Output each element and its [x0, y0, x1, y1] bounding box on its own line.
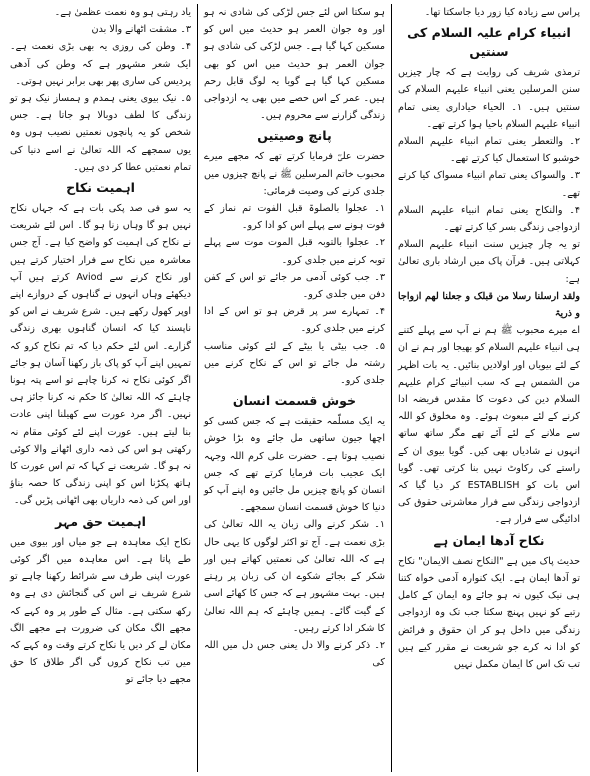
paragraph: ہو سکتا اس لئے جس لڑکی کی شادی نہ ہو اور وہ جوان العمر ہو حدیث میں اس کو مسکین کہا گیا ہے۔ جس لڑکی کی شادی ہو جوان العمر ہو حدیث میں اس کو بھی مسکین کہا گیا ہے گویا یہ لوگ قابل رحم ہیں۔ عمر کے اس حصے میں بھی یہ ازدواجی زندگی گزارنے سے محروم ہیں۔ [204, 7, 385, 122]
section-heading: پانچ وصیتیں [257, 128, 332, 144]
paragraph: ترمذی شریف کی روایت ہے کہ چار چیزیں سنن المرسلین یعنی انبیاء علیہم السلام کی سنتیں ہیں۔ ۱۔ الحیاء حیاداری یعنی تمام انبیاء علیہم السلام باحیا ہوا کرتے تھے۔ [398, 67, 580, 130]
list-item: ۳۔ جب کوئی آدمی مر جائے تو اس کے کفن دفن میں جلدی کرو۔ [204, 271, 385, 301]
paragraph: نکاح ایک معاہدہ ہے جو میاں اور بیوی میں طے پاتا ہے۔ اس معاہدہ میں اگر کوئی عورت اپنی طرف سے شرائط رکھنا چاہے تو شرع شریف نے اس کی گنجائش دی ہے وہ رکھ سکتی ہے۔ مثال کے طور پر وہ کہے کہ مجھے الگ مکان کی ضرورت ہے مجھے الگ مکان لے کر دیں یا نکاح کرتے وقت وہ کہے کہ میں تب نکاح کروں گی اگر طلاق کا حق مجھے دیا جائے تو [10, 536, 191, 686]
paragraph: پراس سے زیادہ کیا زور دیا جاسکتا تھا۔ [424, 7, 580, 18]
list-item: ۲۔ عجلوا بالتوبہ قبل الموت موت سے پہلے توبہ کرنے میں جلدی کرو۔ [204, 237, 385, 266]
paragraph: اے میرے محبوب ﷺ ہم نے آپ سے پہلے کتنے ہی انبیاء علیہم السلام کو بھیجا اور ہم نے ان کے لئے بیویاں اور اولادیں بنائیں۔ یہ بات اظہر من الشمس ہے کہ سب انبیائے کرام علیہم السلام دین کی دعوت کا مقدس فریضہ ادا کرنے کے لئے مبعوث ہوئے۔ وہ مخلوق کو اللہ سے ملانے کے لئے آئے تھے مگر ساتھ ساتھ انہوں نے شادیاں بھی کیں۔ گویا بیوی ان کے راستے کی رکاوٹ نہیں بنا کرتی تھی۔ گویا اس بات کو ESTABLISH کر دیا گیا کہ ازدواجی زندگی سے فرار معاشرتی حقوق کی ادائیگی سے فرار ہے۔ [398, 325, 580, 526]
column-middle [198, 4, 392, 772]
list-item: ۲۔ ذکر کرنے والا دل یعنی جس دل میں اللہ کی [204, 639, 385, 669]
paragraph: ۳۔ والسواک یعنی تمام انبیاء مسواک کیا کرتے تھے۔ [398, 170, 580, 199]
section-heading: خوش قسمت انسان [232, 393, 357, 409]
section-heading: اہمیت حق مہر [55, 513, 146, 529]
paragraph: ۲۔ والتعطر یعنی تمام انبیاء علیہم السلام خوشبو کا استعمال کیا کرتے تھے۔ [398, 136, 580, 165]
paragraph: یاد رہتی ہو وہ نعمت عظمیٰ ہے۔ [54, 7, 191, 18]
column-right [392, 4, 586, 772]
list-item: ۵۔ جب بیٹی یا بیٹے کے لئے کوئی مناسب رشتہ مل جائے تو اس کے نکاح کرنے میں جلدی کرو۔ [204, 340, 385, 387]
list-item: ۳۔ مشقت اٹھانے والا بدن [91, 24, 191, 36]
list-item: ۵۔ نیک بیوی یعنی ہمدم و ہمساز نیک ہو تو زندگی کا لطف دوبالا ہو جاتا ہے۔ جس شخص کو یہ پانچوں نعمتیں نصیب ہوں وہ یوں سمجھے کہ اللہ تعالیٰ نے اسے دنیا کی تمام نعمتیں عطا کر دی ہیں۔ [10, 93, 191, 173]
column-left [4, 4, 198, 772]
quran-quote: ولقد ارسلنا رسلا من قبلک و جعلنا لھم ازواجا و ذریۃ [398, 290, 580, 320]
paragraph: تو یہ چار چیزیں سنت انبیاء علیہم السلام کہلاتی ہیں۔ قرآن پاک میں ارشاد باری تعالیٰ ہے: [398, 239, 580, 285]
section-heading: نکاح آدھا ایمان ہے [433, 532, 545, 548]
paragraph: یہ سو فی صد پکی بات ہے کہ جہاں نکاح نہیں ہو گا وہاں زنا ہو گا۔ اس لئے شریعت نے نکاح کی اہمیت کو واضح کیا ہے۔ آج جس معاشرہ میں نکاح سے فرار اختیار کرتے ہیں اور نکاح کرنے سے Aviod کرتے ہیں آپ دیکھئے وہاں انہوں نے گناہوں کے دروازے اپنے اوپر کھول رکھے ہیں۔ شرع شریف نے اس کو ناپسند کیا کہ انسان گناہوں بھری زندگی گزارے۔ اس لئے حکم دیا کہ تم نکاح کرو کہ تمہیں اپنے آپ کو پاک باز رکھنا آسان ہو جائے اگر کوئی نکاح نہ کرنا چاہے تو اسے پتہ ہونا چاہئے کہ اللہ تعالیٰ کا حکم نہ کرنا جائز ہی نہیں۔ اگر مرد عورت سے کھیلنا اپنی عادت بنا لیتے ہیں۔ عورت اپنے لئے کوئی مقام نہ رکھتی ہو اس کی ذمہ داری اٹھانے والا کوئی نہ ہو گا۔ شریعت نے کہا کہ تم اس عورت کا ہاتھ پکڑنا اس کو اپنی زندگی کا حصہ بناؤ اور اس کی ذمہ داریاں بھی اٹھانی پڑیں گی۔ [10, 203, 191, 507]
section-heading: اہمیت نکاح [66, 180, 135, 196]
list-item: ۴۔ تمہارے سر پر قرض ہو تو اس کے ادا کرنے میں جلدی کرو۔ [204, 306, 385, 335]
list-item: ۱۔ شکر کرنے والی زبان یہ اللہ تعالیٰ کی بڑی نعمت ہے۔ آج تو اکثر لوگوں کا یہی حال ہے کہ اللہ تعالیٰ کی نعمتیں کھاتے ہیں اور شکر کے بجائے شکوے ان کی زبان پر رہتے ہیں۔ بہت مشہور ہے کہ جس کا کھائے اسی کے گیت گائے۔ ہمیں چاہئے کہ ہم اللہ تعالیٰ کا شکر ادا کرتے رہیں۔ [204, 519, 385, 634]
paragraph: ۴۔ والنکاح یعنی تمام انبیاء علیہم السلام ازدواجی زندگی بسر کیا کرتے تھے۔ [398, 204, 580, 234]
section-heading: انبیاء کرام علیہ السلام کی سنتیں [407, 25, 571, 60]
paragraph: حدیث پاک میں ہے "النکاح نصف الایمان" نکاح تو آدھا ایمان ہے۔ ایک کنوارہ آدمی خواہ کتنا ہی نیک کیوں نہ ہو جائے وہ ایمان کے کامل رتبے کو نہیں پہنچ سکتا جب تک وہ ازدواجی زندگی میں داخل ہو کر ان حقوق و فرائض کو ادا نہ کرے جو شریعت نے مقرر کیے ہیں تب تک اس کا ایمان مکمل نہیں [398, 555, 580, 670]
paragraph: حضرت علیؓ فرمایا کرتے تھے کہ مجھے میرے محبوب خاتم المرسلین ﷺ نے پانچ چیزوں میں جلدی کرنے کی وصیت فرمائی: [204, 151, 385, 197]
list-item: ۴۔ وطن کی روزی یہ بھی بڑی نعمت ہے۔ ایک شعر مشہور ہے کہ وطن کی آدھی پردیس کی ساری پھر بھی برابر نہیں ہوتی۔ [10, 41, 191, 87]
list-item: ۱۔ عجلوا بالصلوۃ قبل الفوت تم نماز کے فوت ہونے سے پہلے اس کو ادا کرو۔ [204, 203, 385, 232]
paragraph: یہ ایک مسلّمہ حقیقت ہے کہ جس کسی کو اچھا جیون ساتھی مل جائے وہ بڑا خوش نصیب ہوتا ہے۔ حضرت علی کرم اللہ وجہہ ایک عجیب بات فرمایا کرتے تھے کہ جس انسان کو پانچ چیزیں مل جائیں وہ اپنے آپ کو دنیا کا خوش قسمت انسان سمجھے۔ [204, 416, 385, 514]
